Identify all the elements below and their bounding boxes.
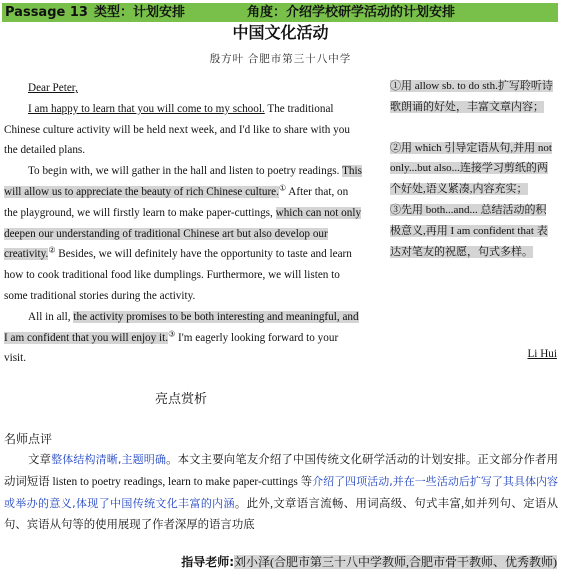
teacher-comment-heading: 名师点评 xyxy=(4,432,53,446)
passage-angle: 角度：介绍学校研学活动的计划安排 xyxy=(247,5,456,20)
note-3: ③先用 both...and... 总结活动的积极意义,再用 I am confident that 表达对笔友的祝愿，句式多样。 xyxy=(390,203,548,258)
comment-emphasis-1: 整体结构清晰,主题明确 xyxy=(51,453,167,466)
paragraph-2: To begin with, we will gather in the hall and listen to poetry readings. This will allow us to appreciate the beauty of rich Chinese culture.① After that, on the playground, we will firstly learn to make paper-cuttings, which can not only deepen our understanding of traditional Chinese art but also develop our creativity.② Besides, we will definitely have the opportunity to taste and learn how to cook traditional food like dumplings. Furthermore, we will listen to some traditional stories during the activity. xyxy=(4,165,362,302)
signature: Li Hui xyxy=(527,348,557,360)
note-marker-1: ① xyxy=(278,183,287,193)
paragraph-1: I am happy to learn that you will come to my school. The traditional Chinese culture activity will be held next week, and I'd like to share with you the detailed plans. xyxy=(4,102,350,157)
section-title: 亮点赏析 xyxy=(155,392,208,407)
letter-body xyxy=(4,78,362,369)
greeting: Dear Peter, xyxy=(28,82,78,94)
author-line: 殷方叶 合肥市第三十八中学 xyxy=(209,54,352,65)
highlight-2: which can not only deepen our understanding of traditional Chinese art but also develop our creativity. xyxy=(4,206,362,261)
paragraph-3: All in all, the activity promises to be both interesting and meaningful, and I am confident that you will enjoy it.③ I'm eagerly looking forward to your visit. xyxy=(4,310,359,365)
note-marker-2: ② xyxy=(48,245,56,255)
highlight-3: the activity promises to be both interesting and meaningful, and I am confident that you will enjoy it. xyxy=(4,310,359,344)
note-marker-3: ③ xyxy=(168,328,176,338)
note-1: ①用 allow sb. to do sth.扩写聆听诗歌朗诵的好处，丰富文章内容； xyxy=(390,80,553,113)
passage-number: Passage 13 xyxy=(5,5,88,20)
teacher-comment: 文章整体结构清晰,主题明确。本文主要向笔友介绍了中国传统文化研学活动的计划安排。正文部分作者用动词短语 listen to poetry readings, learn to make paper-cuttings 等介绍了四项活动,并在一些活动后扩写了其具体内容或举办的意义,体现了中国传统文化丰富的内涵。此外,文章语言流畅、用词高级、句式丰富,如并列句、定语从句、宾语从句等的使用展现了作者深厚的语言功底 xyxy=(4,453,558,531)
guide-teacher-line: 指导老师:刘小泽(合肥市第三十八中学教师,合肥市骨干教师、优秀教师) xyxy=(181,555,557,569)
side-notes xyxy=(390,76,557,262)
note-2: ②用 which 引导定语从句,并用 not only...but also...连接学习剪纸的两个好处,语义紧凑,内容充实； xyxy=(390,141,552,196)
passage-header-bar xyxy=(2,3,558,22)
passage-type: 类型：计划安排 xyxy=(94,5,186,20)
comment-emphasis-2: 介绍了四项活动,并在一些活动后扩写了其具体内容或举办的意义,体现了中国传统文化丰富的内涵 xyxy=(4,475,558,510)
page-title: 中国文化活动 xyxy=(232,23,329,42)
highlight-1: This will allow us to appreciate the beauty of rich Chinese culture. xyxy=(4,165,362,198)
